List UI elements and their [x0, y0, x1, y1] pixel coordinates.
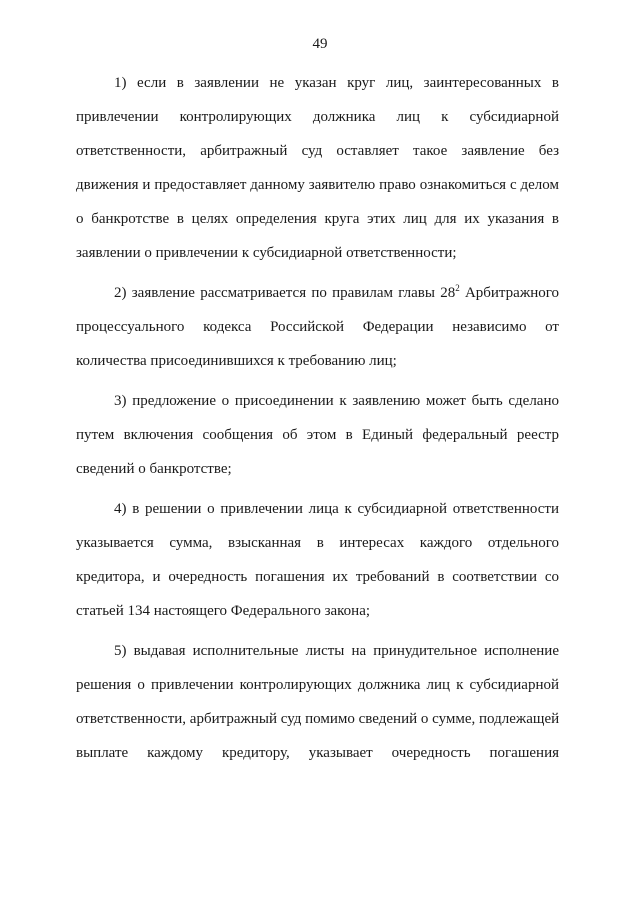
text-line: заявлении о привлечении к субсидиарной ответственности; [76, 245, 457, 261]
text-line: решения о привлечении контролирующих должника лиц к субсидиарной [76, 677, 559, 693]
text-line: процессуального кодекса Российской Федерации независимо от [76, 319, 559, 335]
page-number: 49 [312, 36, 328, 52]
text-line: ответственности, арбитражный суд оставляет такое заявление без [76, 143, 559, 159]
text-line: 3) предложение о присоединении к заявлению может быть сделано [114, 393, 559, 409]
text-segment: 2) заявление рассматривается по правилам главы 28 [114, 285, 456, 301]
text-line: 1) если в заявлении не указан круг лиц, заинтересованных в [114, 75, 559, 91]
text-line: кредитора, и очередность погашения их требований в соответствии со [76, 569, 559, 585]
text-line: 5) выдавая исполнительные листы на принудительное исполнение [114, 643, 559, 659]
text-segment: Арбитражного [459, 285, 559, 301]
text-line: выплате каждому кредитору, указывает очередность погашения [76, 745, 559, 761]
text-line: статьей 134 настоящего Федерального закона; [76, 603, 371, 619]
paragraph-item-5 [76, 634, 559, 770]
paragraph-item-1 [76, 66, 559, 270]
text-line: количества присоединившихся к требованию лиц; [76, 353, 397, 369]
text-line: сведений о банкротстве; [76, 461, 232, 477]
text-line: 4) в решении о привлечении лица к субсидиарной ответственности [114, 501, 559, 517]
document-body [76, 66, 559, 770]
superscript: 2 [455, 283, 460, 293]
text-line: привлечении контролирующих должника лиц к субсидиарной [76, 109, 559, 125]
text-line: о банкротстве в целях определения круга этих лиц для их указания в [76, 211, 559, 227]
paragraph-item-3 [76, 384, 559, 486]
text-line [76, 276, 559, 310]
text-line: путем включения сообщения об этом в Единый федеральный реестр [76, 427, 559, 443]
paragraph-item-2 [76, 276, 559, 378]
text-line: указывается сумма, взысканная в интересах каждого отдельного [76, 535, 559, 551]
text-line: ответственности, арбитражный суд помимо сведений о сумме, подлежащей [76, 711, 559, 727]
paragraph-item-4 [76, 492, 559, 628]
text-line: движения и предоставляет данному заявителю право ознакомиться с делом [76, 177, 559, 193]
